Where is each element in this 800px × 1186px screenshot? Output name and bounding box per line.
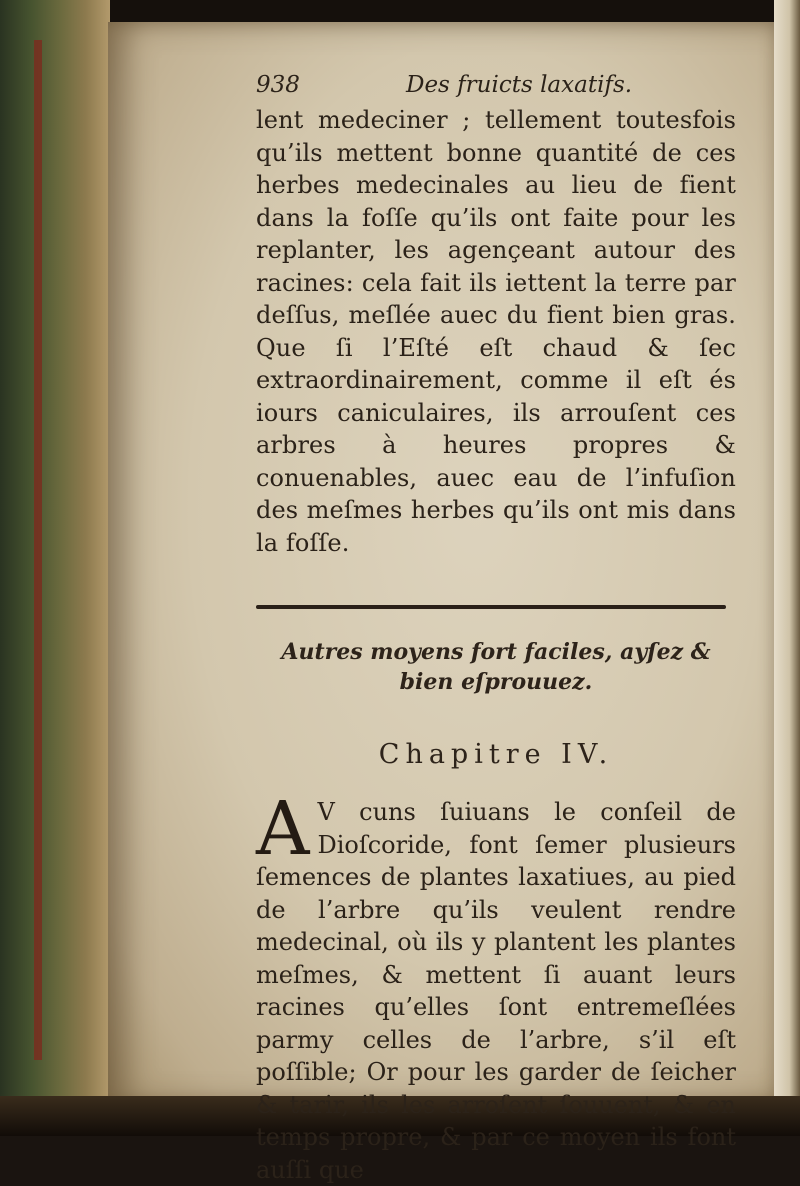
book-binding	[0, 0, 110, 1136]
paragraph-1: lent medeciner ; tellement toutesfois qu’ils mettent bonne quantité de ces herbes medecinales au lieu de fient dans la foſſe qu’ils ont faite pour les replanter, les agençeant autour des racines: cela fait ils iettent la terre par deſſus, meſlée auec du fient bien gras. Que ſi l’Eſté eſt chaud & ſec extraordinairement, comme il eſt és iours caniculaires, ils arrouſent ces arbres à heures propres & conuenables, auec eau de l’infuſion des meſmes herbes qu’ils ont mis dans la foſſe.	[256, 106, 736, 557]
section-subtitle: Autres moyens fort faciles, ayſez & bien eſprouuez.	[281, 639, 711, 695]
page-text	[256, 66, 736, 1186]
page-number: 938	[256, 72, 300, 98]
page-edge-right	[774, 0, 800, 1136]
drop-cap: A	[256, 786, 310, 872]
running-title: Des fruicts laxatifs.	[406, 72, 633, 98]
section-rule	[256, 605, 726, 609]
paragraph-2-text: V cuns ſuiuans le conſeil de Dioſcoride, font ſemer plusieurs ſemences de plantes laxatiues, au pied de l’arbre qu’ils veulent rendre medecinal, où ils y plantent les plantes meſmes, & mettent ſi auant leurs racines qu’elles ſont entremeſlées parmy celles de l’arbre, s’il eſt poſſible; Or pour les garder de ſeicher & tarir, ils les arroſent ſouuent, & en temps propre, & par ce moyen ils font auſſi que	[256, 798, 736, 1184]
paragraph-2	[256, 786, 736, 1186]
chapter-heading: Chapitre IV.	[378, 739, 614, 770]
running-head	[256, 66, 736, 104]
binding-stripe	[34, 40, 42, 1060]
